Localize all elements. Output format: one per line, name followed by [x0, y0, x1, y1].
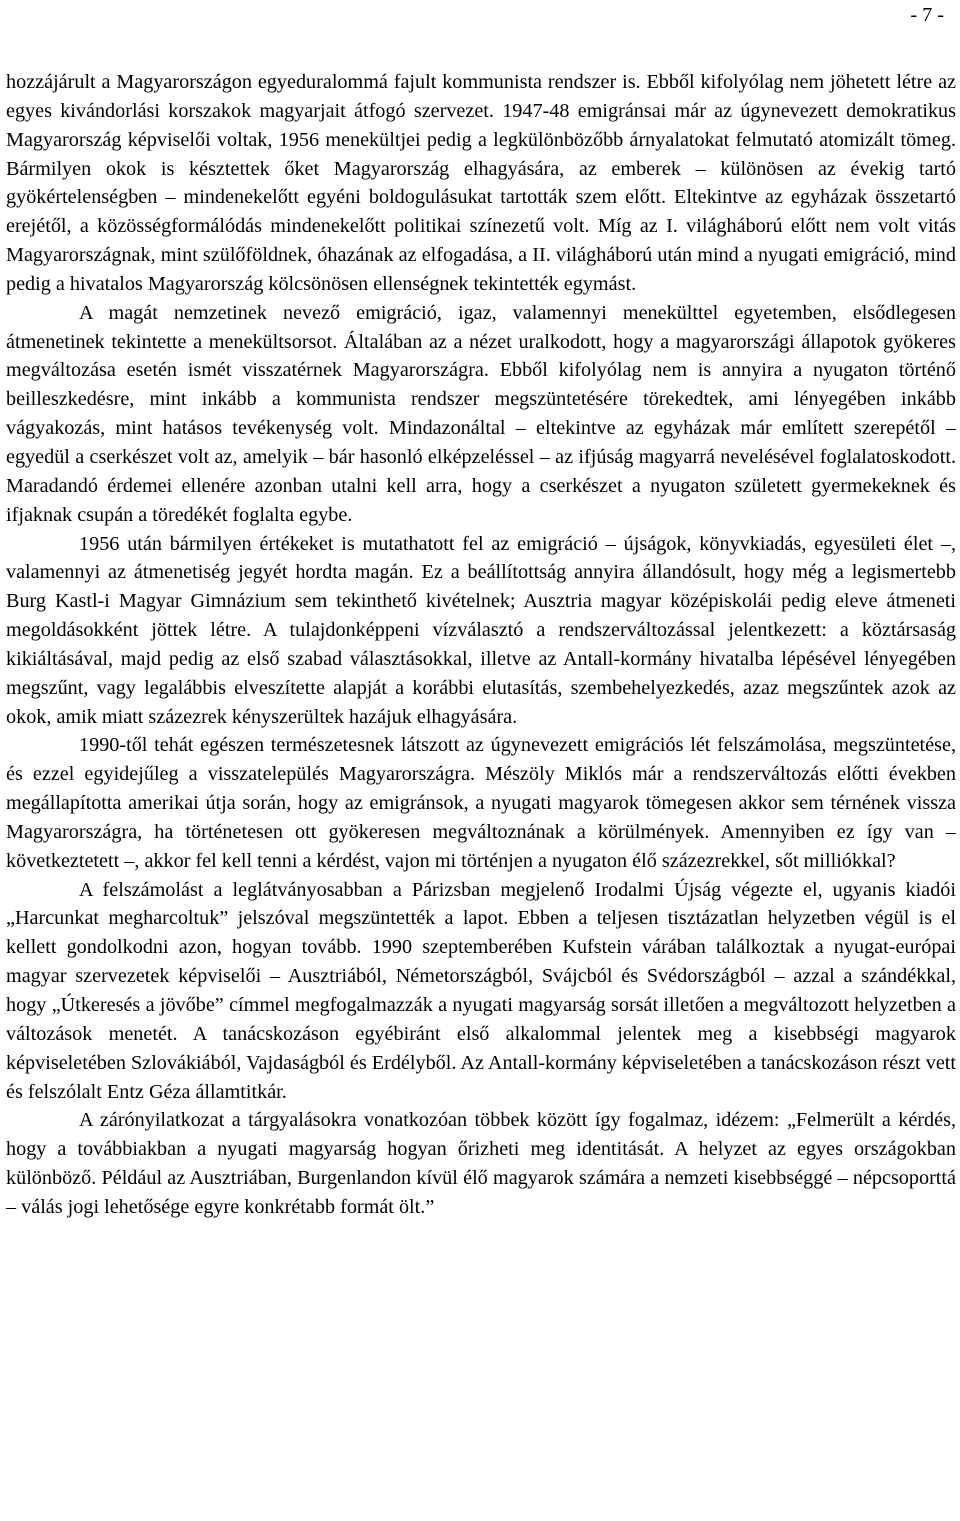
paragraph: 1956 után bármilyen értékeket is mutathatott fel az emigráció – újságok, könyvkiadás, egyesületi élet –, valamennyi az átmenetiség jegyét hordta magán. Ez a beállítottság annyira állandósult, hogy még a legismertebb Burg Kastl-i Magyar Gimnázium sem tekinthető kivételnek; Ausztria magyar középiskolái pedig eleve átmeneti megoldásokként jöttek létre. A tulajdonképpeni vízválasztó a rendszerváltozással jelentkezett: a köztársaság kikiáltásával, majd pedig az első szabad választásokkal, illetve az Antall-kormány hivatalba lépésével lényegében megszűnt, vagy legalábbis elveszítette alapját a korábbi elutasítás, szembehelyezkedés, azaz megszűntek azok az okok, amik miatt százezrek kényszerültek hazájuk elhagyására. — [6, 532, 956, 728]
paragraph: hozzájárult a Magyarországon egyeduralommá fajult kommunista rendszer is. Ebből kifolyólag nem jöhetett létre az egyes kivándorlási korszakok magyarjait átfogó szervezet. 1947-48 emigránsai már az úgynevezett demokratikus Magyarország képviselői voltak, 1956 menekültjei pedig a legkülönbözőbb árnyalatokat felmutató atomizált tömeg. Bármilyen okok is késztettek őket Magyarország elhagyására, az emberek – különösen az évekig tartó gyökértelenségben – mindenekelőtt egyéni boldogulásukat tartották szem előtt. Eltekintve az egyházak összetartó erejétől, a közösségformálódás mindenekelőtt politikai színezetű volt. Míg az I. világháború előtt nem volt vitás Magyarországnak, mint szülőföldnek, óhazának az elfogadása, a II. világháború után mind a nyugati emigráció, mind pedig a hivatalos Magyarország kölcsönösen ellenségnek tekintették egymást. — [6, 71, 956, 295]
paragraph: A magát nemzetinek nevező emigráció, igaz, valamennyi menekülttel egyetemben, elsődlegesen átmenetinek tekintette a menekültsorsot. Általában az a nézet uralkodott, hogy a magyarországi állapotok gyökeres megváltozása esetén ismét visszatérnek Magyarországra. Ebből kifolyólag nem is annyira a nyugaton történő beilleszkedésre, mint inkább a kommunista rendszer megszüntetésére törekedtek, ami lényegében inkább vágyakozás, mint hatásos tevékenység volt. Mindazonáltal – eltekintve az egyházak már említett szerepétől – egyedül a cserkészet volt az, amelyik – bár hasonló elképzeléssel – az ifjúság magyarrá nevelésével foglalatoskodott. Maradandó érdemei ellenére azonban utalni kell arra, hogy a cserkészet a nyugaton született gyermekeknek és ifjaknak csupán a töredékét foglalta egybe. — [6, 301, 956, 526]
paragraph: A zárónyilatkozat a tárgyalásokra vonatkozóan többek között így fogalmaz, idézem: „Felmerült a kérdés, hogy a továbbiakban a nyugati magyarság hogyan őrizheti meg identitását. A helyzet az egyes országokban különböző. Például az Ausztriában, Burgenlandon kívül élő magyarok számára a nemzeti kisebbséggé – népcsoporttá – válás jogi lehetősége egyre konkrétabb formát ölt.” — [6, 1109, 956, 1218]
page-number: - 7 - — [910, 4, 944, 26]
paragraph: 1990-től tehát egészen természetesnek látszott az úgynevezett emigrációs lét felszámolása, megszüntetése, és ezzel egyidejűleg a visszatelepülés Magyarországra. Mészöly Miklós már a rendszerváltozás előtti években megállapította amerikai útja során, hogy az emigránsok, a nyugati magyarok tömegesen akkor sem térnének vissza Magyarországra, ha történetesen ott gyökeresen megváltoznának a körülmények. Amennyiben ez így van – következtetett –, akkor fel kell tenni a kérdést, vajon mi történjen a nyugaton élő százezrekkel, sőt milliókkal? — [6, 734, 956, 872]
paragraph: A felszámolást a leglátványosabban a Párizsban megjelenő Irodalmi Újság végezte el, ugyanis kiadói „Harcunkat megharcoltuk” jelszóval megszüntették a lapot. Ebben a teljesen tisztázatlan helyzetben végül is el kellett gondolkodni azon, hogyan tovább. 1990 szeptemberében Kufstein várában találkoztak a nyugat-európai magyar szervezetek képviselői – Ausztriából, Németországból, Svájcból és Svédországból – azzal a szándékkal, hogy „Útkeresés a jövőbe” címmel megfogalmazzák a nyugati magyarság sorsát illetően a megváltozott helyzetben a változások menetét. A tanácskozáson egyébiránt első alkalommal jelentek meg a kisebbségi magyarok képviseletében Szlovákiából, Vajdaságból és Erdélyből. Az Antall-kormány képviseletében a tanácskozáson részt vett és felszólalt Entz Géza államtitkár. — [6, 878, 956, 1103]
body-text — [6, 68, 956, 1222]
